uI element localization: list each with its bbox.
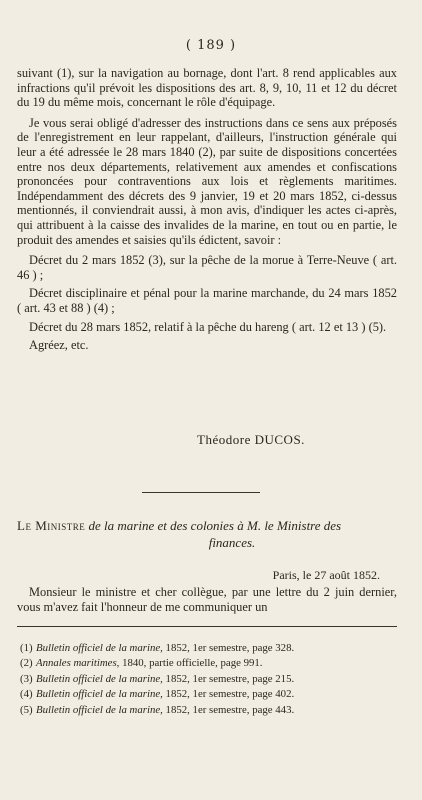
footnote: (1) Bulletin officiel de la marine, 1852, 1er semestre, page 328. bbox=[20, 642, 295, 654]
paragraph-instructions: Je vous serai obligé d'adresser des instructions dans ce sens aux préposés de l'enregistrement en leur rappelant, d'ailleurs, l'instruction générale qui leur a été adressée le 28 mars 1840 (2), par suite de dispositions concertées entre nos deux départements, relativement aux amendes et confiscations prononcées pour contraventions aux lois et règlements maritimes. Indépendamment des décrets des 9 janvier, 19 et 20 mars 1852, ci-dessus mentionnés, il conviendrait aussi, à mon avis, d'indiquer les actes ci-après, qui attribuent à la caisse des invalides de la marine, en tout ou en partie, le produit des amendes et saisies qu'ils édictent, savoir : bbox=[17, 115, 397, 247]
letter-heading bbox=[17, 517, 397, 551]
footnote: (2) Annales maritimes, 1840, partie officielle, page 991. bbox=[20, 657, 263, 670]
footnote: (5) Bulletin officiel de la marine, 1852, 1er semestre, page 443. bbox=[20, 703, 295, 716]
paragraph-continuation: suivant (1), sur la navigation au bornage, dont l'art. 8 rend applicables aux infractions qu'il prévoit les dispositions des art. 8, 9, 10, 11 et 12 du décret du 19 du même mois, concernant le rôle d'équipage. bbox=[17, 66, 397, 110]
heading-line2: finances. bbox=[208, 535, 256, 550]
page-number: ( 189 ) bbox=[185, 38, 237, 53]
footnotes bbox=[20, 641, 400, 718]
paragraph-closing: Agréez, etc. bbox=[29, 338, 89, 353]
paragraph-decree-disciplinaire: Décret disciplinaire et pénal pour la marine marchande, du 24 mars 1852 ( art. 43 et 88 ) (4) ; bbox=[17, 286, 397, 315]
paragraph-decree-morue: Décret du 2 mars 1852 (3), sur la pêche de la morue à Terre-Neuve ( art. 46 ) ; bbox=[17, 253, 397, 282]
section-divider bbox=[142, 492, 260, 493]
signature: Théodore DUCOS. bbox=[197, 432, 305, 447]
letter-text bbox=[17, 585, 397, 614]
heading-line1: de la marine et des colonies à M. le Ministre des bbox=[88, 518, 342, 533]
footnote: (4) Bulletin officiel de la marine, 1852, 1er semestre, page 402. bbox=[20, 688, 295, 701]
letter-opening: Monsieur le ministre et cher collègue, par une lettre du 2 juin dernier, vous m'avez fait l'honneur de me communiquer un bbox=[17, 585, 397, 614]
paragraph-decree-hareng: Décret du 28 mars 1852, relatif à la pêche du hareng ( art. 12 et 13 ) (5). bbox=[29, 319, 387, 334]
main-text bbox=[17, 66, 397, 353]
heading-prefix: Le Ministre bbox=[17, 518, 86, 533]
footnote: (3) Bulletin officiel de la marine, 1852, 1er semestre, page 215. bbox=[20, 672, 295, 685]
footnote-rule bbox=[17, 626, 397, 627]
dateline: Paris, le 27 août 1852. bbox=[272, 568, 380, 582]
